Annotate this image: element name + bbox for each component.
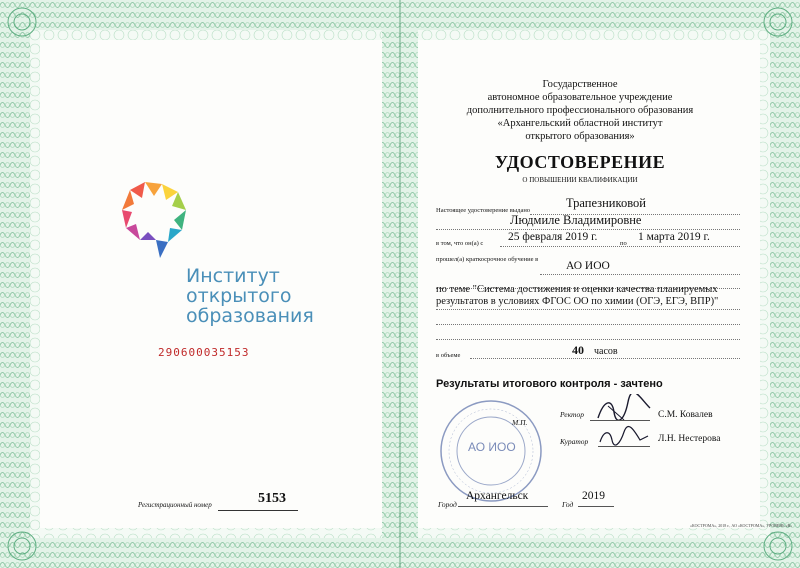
registration-label: Регистрационный номер <box>138 501 212 509</box>
to-label: по <box>620 240 627 247</box>
rector-line <box>590 420 650 421</box>
org-line-5: открытого образования» <box>525 131 635 142</box>
registration-number: 5153 <box>258 491 286 506</box>
hours-unit: часов <box>594 346 618 357</box>
institution-name: АО ИОО <box>566 260 610 272</box>
final-result: Результаты итогового контроля - зачтено <box>436 378 663 390</box>
org-line-3: дополнительного профессионального образования <box>466 105 694 116</box>
city-value: Архангельск <box>466 490 529 502</box>
rector-label: Ректор <box>560 410 584 419</box>
given-name: Людмиле Владимировне <box>510 213 642 227</box>
year-label: Год <box>562 500 574 509</box>
logo-text: Институт открытого образования <box>186 265 314 327</box>
issued-label: Настоящее удостоверение выдано <box>436 207 531 214</box>
curator-signature <box>596 424 652 448</box>
stamp-label: М.П. <box>512 418 528 427</box>
date-from: 25 февраля 2019 г. <box>508 231 598 243</box>
institute-logo-icon <box>120 180 190 260</box>
city-line <box>458 506 548 507</box>
stamp-text: АО ИОО <box>468 440 516 454</box>
org-line-2: автономное образовательное учреждение <box>487 92 673 103</box>
curator-line <box>598 446 650 447</box>
curator-label: Куратор <box>560 437 589 446</box>
rector-name: С.М. Ковалев <box>658 410 713 420</box>
curator-name: Л.Н. Нестерова <box>658 434 721 444</box>
org-line-1: Государственное <box>542 79 618 90</box>
topic-line-2: результатов в условиях ФГОС ОО по химии (ОГЭ, ЕГЭ, ВПР)" <box>436 296 719 307</box>
print-footnote: «КОСТРОМА», 2018 г., АО «КОСТРОМА», УРОВЕНЬ «В» <box>690 523 793 528</box>
document-title: УДОСТОВЕРЕНИЕ <box>494 152 666 172</box>
topic-underline-2 <box>436 324 740 325</box>
topic-line-1: по теме "Система достижения и оценки качества планируемых <box>436 284 718 295</box>
date-to: 1 марта 2019 г. <box>638 231 710 243</box>
organization-name <box>440 78 720 143</box>
topic-underline-3 <box>436 339 740 340</box>
hours-value: 40 <box>572 343 584 357</box>
period-label: в том, что он(а) с <box>436 240 484 247</box>
institution-line <box>540 274 740 275</box>
city-label: Город <box>438 500 457 509</box>
org-line-4: «Архангельский областной институт <box>497 118 663 129</box>
registration-underline <box>218 510 298 511</box>
surname: Трапезниковой <box>566 196 646 210</box>
name-line <box>436 229 740 230</box>
year-line <box>578 506 614 507</box>
hours-line <box>470 358 740 359</box>
training-label: прошел(а) краткосрочное обучение в <box>436 256 539 263</box>
period-line <box>500 246 740 247</box>
document-subtitle: О ПОВЫШЕНИИ КВАЛИФИКАЦИИ <box>522 176 638 184</box>
volume-label: в объеме <box>436 352 461 359</box>
year-value: 2019 <box>582 490 605 502</box>
serial-number: 290600035153 <box>158 346 250 359</box>
topic-underline-1 <box>436 309 740 310</box>
